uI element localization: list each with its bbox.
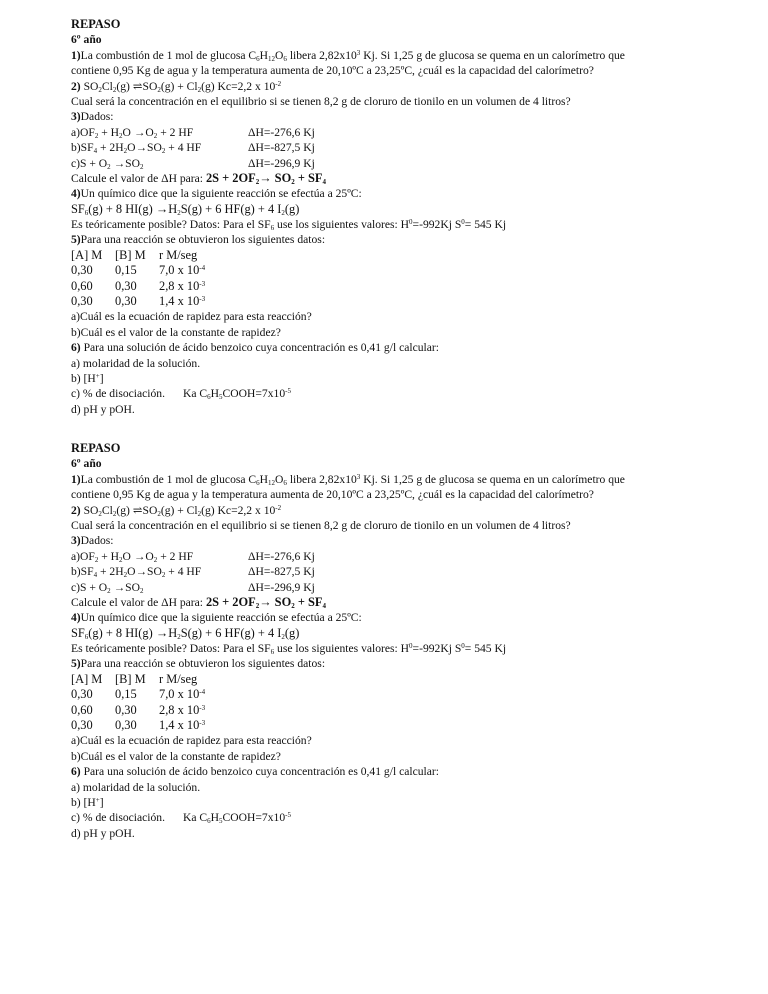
reaction-b: $b)SF_4 + 2H_2O\to SO_2 + 4$ HF ΔH=-827,5 Kj: [71, 565, 315, 580]
question-3-calc: Calcule el valor de ΔH para: $2S + 2OF_2\to SO_2 + SF_4$: [71, 594, 326, 610]
reaction-b: $b)SF_4 + 2H_2O\to SO_2 + 4$ HF ΔH=-827,5 Kj: [71, 141, 315, 156]
question-4-text: 4)Un químico dice que la siguiente reacción se efectúa a 25ºC:: [71, 611, 362, 625]
question-1-line-2: contiene 0,95 Kg de agua y la temperatura aumenta de 20,10ºC a 23,25ºC, ¿cuál es la capacidad del calorímetro?: [71, 64, 594, 78]
enthalpy-a: ΔH=-276,6 Kj: [248, 125, 315, 139]
question-5-b: b)Cuál es el valor de la constante de rapidez?: [71, 325, 281, 339]
question-6-a: a) molaridad de la solución.: [71, 780, 201, 794]
enthalpy-b: ΔH=-827,5 Kj: [248, 141, 315, 155]
question-4-equation: $SF_6(g) + 8$ $HI(g) \to H_2S(g) + 6$ HF(g) + 4 $I_2(g)$: [71, 625, 300, 641]
rate-table-header: [A] M [B] M r M/seg: [71, 247, 198, 262]
reaction-a: $a)OF_2 + H_2O \to O_2 + 2$ HF ΔH=-276,6 Kj: [71, 125, 315, 140]
rate-table-row: 0,60 0,30 2,8 x $10^{-3}$: [71, 278, 206, 293]
rate-table-row: 0,30 0,15 7,0 x $10^{-4}$: [71, 687, 206, 702]
question-6-d: d) pH y pOH.: [71, 826, 135, 840]
question-5-text: 5)Para una reacción se obtuvieron los siguientes datos:: [71, 657, 326, 671]
question-6-text: 6) Para una solución de ácido benzoico cuya concentración es 0,41 g/l calcular:: [71, 765, 439, 779]
sheet-title: REPASO: [71, 441, 121, 455]
enthalpy-c: ΔH=-296,9 Kj: [248, 156, 315, 170]
question-4-equation: $SF_6(g) + 8$ $HI(g) \to H_2S(g) + 6$ HF(g) + 4 $I_2(g)$: [71, 201, 300, 217]
question-1-line-1: 1)La combustión de 1 mol de glucosa $C_6H_{12}O_6$ libera $2,82x10^3$ Kj. Si 1,25 g de glucosa se quema en un calorímetro que: [71, 48, 625, 63]
question-5-text: 5)Para una reacción se obtuvieron los siguientes datos:: [71, 233, 326, 247]
question-1-line-2: contiene 0,95 Kg de agua y la temperatura aumenta de 20,10ºC a 23,25ºC, ¿cuál es la capacidad del calorímetro?: [71, 488, 594, 502]
enthalpy-c: ΔH=-296,9 Kj: [248, 580, 315, 594]
question-6-a: a) molaridad de la solución.: [71, 356, 201, 370]
enthalpy-a: ΔH=-276,6 Kj: [248, 549, 315, 563]
question-5-a: a)Cuál es la ecuación de rapidez para esta reacción?: [71, 734, 312, 748]
question-6-b: b) [H+]: [71, 371, 104, 385]
rate-table-header: [A] M [B] M r M/seg: [71, 671, 198, 686]
question-3-calc: Calcule el valor de ΔH para: $2S + 2OF_2\to SO_2 + SF_4$: [71, 170, 326, 186]
question-1-line-1: 1)La combustión de 1 mol de glucosa $C_6H_{12}O_6$ libera $2,82x10^3$ Kj. Si 1,25 g de glucosa se quema en un calorímetro que: [71, 472, 625, 487]
reaction-a: $a)OF_2 + H_2O \to O_2 + 2$ HF ΔH=-276,6 Kj: [71, 549, 315, 564]
rate-table-row: 0,30 0,30 1,4 x $10^{-3}$: [71, 718, 206, 733]
question-3-label: 3)Dados:: [71, 110, 114, 124]
rate-table-row: 0,30 0,30 1,4 x $10^{-3}$: [71, 294, 206, 309]
question-6-text: 6) Para una solución de ácido benzoico cuya concentración es 0,41 g/l calcular:: [71, 341, 439, 355]
question-6-c: c) % de disociación. Ka $C_6H_5COOH=7x10^{-5}$: [71, 387, 291, 402]
question-2-text: Cual será la concentración en el equilibrio si se tienen 8,2 g de cloruro de tionilo en un volumen de 4 litros?: [71, 94, 571, 108]
question-4-text: 4)Un químico dice que la siguiente reacción se efectúa a 25ºC:: [71, 187, 362, 201]
question-4-data: Es teóricamente posible? Datos: Para el $SF_6$ use los siguientes valores: $H^0=-992Kj$ $S^0= 545$ Kj: [71, 642, 507, 657]
question-4-data: Es teóricamente posible? Datos: Para el $SF_6$ use los siguientes valores: $H^0=-992Kj$ $S^0= 545$ Kj: [71, 218, 507, 233]
sheet-top: [71, 17, 711, 417]
question-2-equation: 2) $SO_2Cl_2(g)$ $\rightleftharpoons SO_2(g) + Cl_2(g)$ Kc=2,2 x $10^{-2}$: [71, 79, 282, 94]
sheet-bottom: [71, 441, 711, 841]
sheet-title: REPASO: [71, 17, 121, 31]
question-6-c: c) % de disociación. Ka $C_6H_5COOH=7x10^{-5}$: [71, 811, 291, 826]
question-6-d: d) pH y pOH.: [71, 402, 135, 416]
reaction-c: $c)S + O_2 \to SO_2$ ΔH=-296,9 Kj: [71, 580, 315, 595]
question-2-equation: 2) $SO_2Cl_2(g)$ $\rightleftharpoons SO_2(g) + Cl_2(g)$ Kc=2,2 x $10^{-2}$: [71, 503, 282, 518]
rate-table-row: 0,30 0,15 7,0 x $10^{-4}$: [71, 263, 206, 278]
question-5-b: b)Cuál es el valor de la constante de rapidez?: [71, 749, 281, 763]
question-2-text: Cual será la concentración en el equilibrio si se tienen 8,2 g de cloruro de tionilo en un volumen de 4 litros?: [71, 518, 571, 532]
question-5-a: a)Cuál es la ecuación de rapidez para esta reacción?: [71, 310, 312, 324]
grade-label: 6º año: [71, 457, 102, 471]
grade-label: 6º año: [71, 33, 102, 47]
reaction-c: $c)S + O_2 \to SO_2$ ΔH=-296,9 Kj: [71, 156, 315, 171]
enthalpy-b: ΔH=-827,5 Kj: [248, 565, 315, 579]
question-3-label: 3)Dados:: [71, 534, 114, 548]
rate-table-row: 0,60 0,30 2,8 x $10^{-3}$: [71, 702, 206, 717]
question-6-b: b) [H+]: [71, 795, 104, 809]
